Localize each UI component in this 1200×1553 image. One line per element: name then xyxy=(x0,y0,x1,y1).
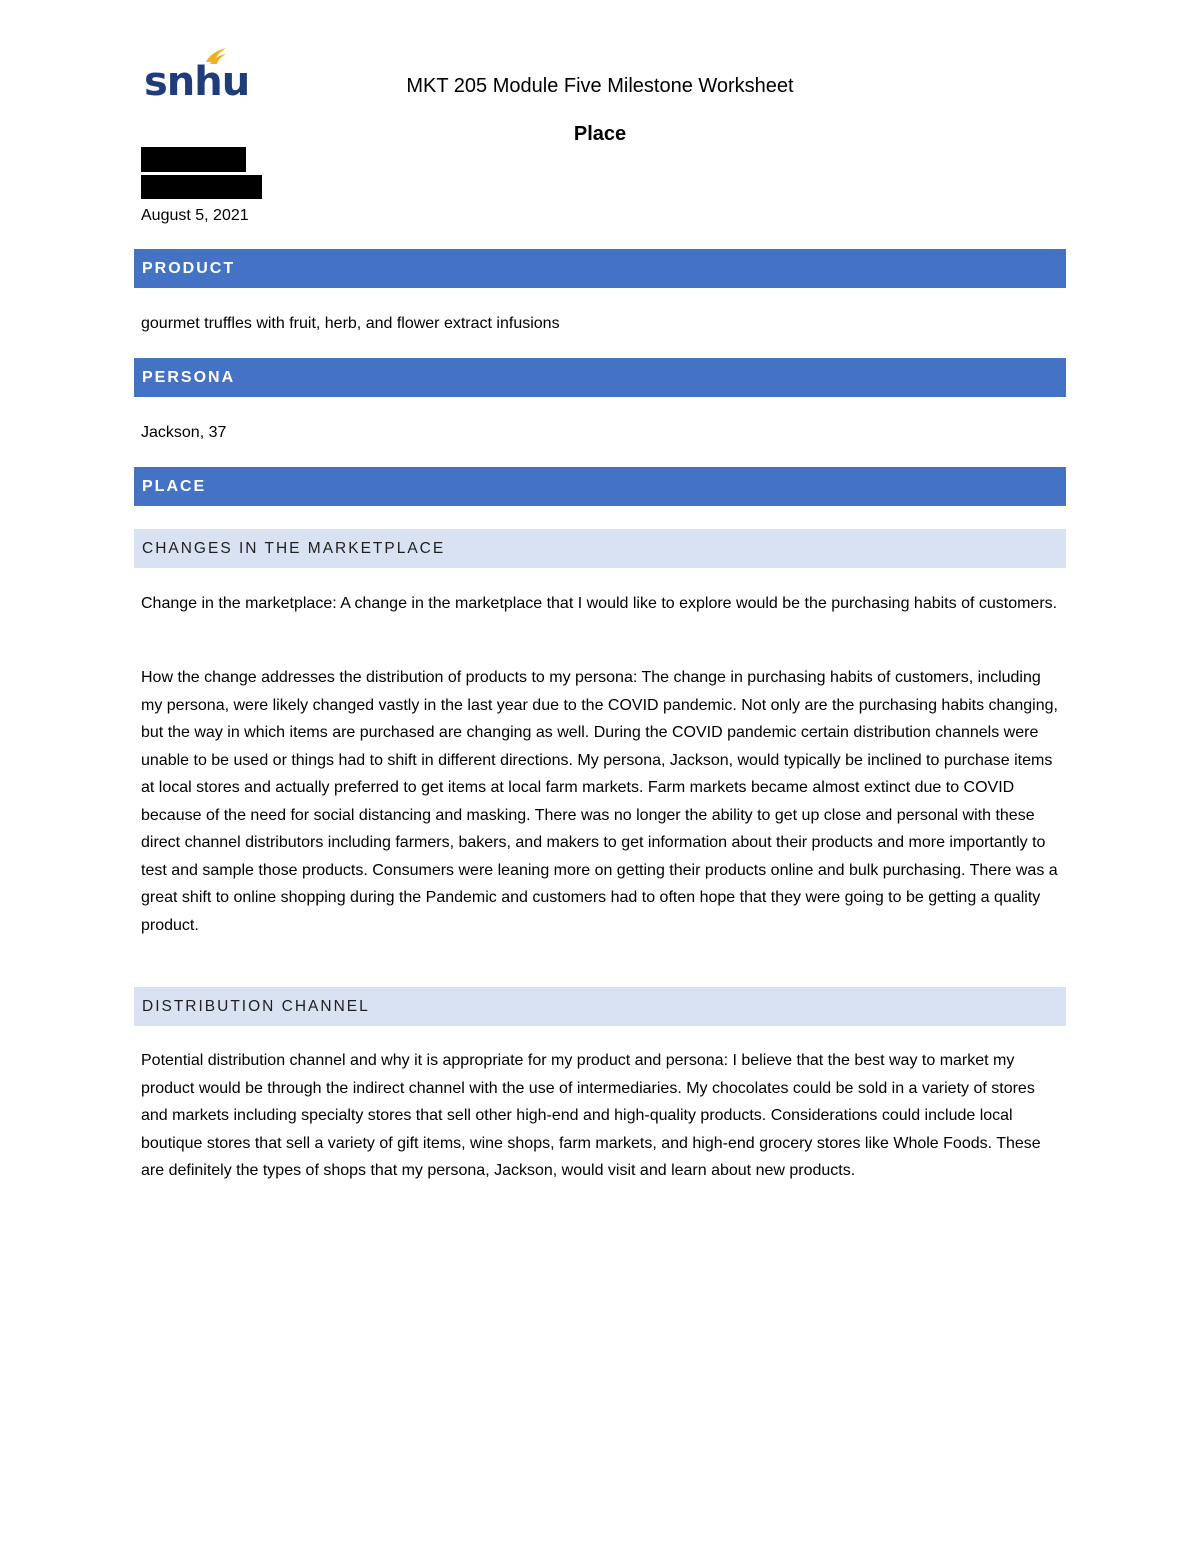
redacted-name xyxy=(141,147,246,172)
distribution-paragraph: Potential distribution channel and why it is appropriate for my product and persona: I believe that the best way to market my product would be through the indirect channel with the use of intermediaries. My chocolates could be sold in a variety of stores and markets including specialty stores that sell other high-end and high-quality products. Considerations could include local boutique stores that sell a variety of gift items, wine shops, farm markets, and high-end grocery stores like Whole Foods. These are definitely the types of shops that my persona, Jackson, would visit and learn about new products. xyxy=(141,1052,1041,1179)
product-description: gourmet truffles with fruit, herb, and flower extract infusions xyxy=(141,315,560,332)
subsection-heading-distribution: DISTRIBUTION CHANNEL xyxy=(134,987,1066,1026)
changes-paragraph-1: Change in the marketplace: A change in the marketplace that I would like to explore would be the purchasing habits of customers. xyxy=(141,595,1058,612)
subsection-heading-changes: CHANGES IN THE MARKETPLACE xyxy=(134,529,1066,568)
document-title: MKT 205 Module Five Milestone Worksheet xyxy=(406,75,794,97)
document-date: August 5, 2021 xyxy=(141,207,249,224)
section-heading-persona: PERSONA xyxy=(134,358,1066,397)
section-heading-place: PLACE xyxy=(134,467,1066,506)
persona-description: Jackson, 37 xyxy=(141,424,227,441)
changes-paragraph-2: How the change addresses the distribution of products to my persona: The change in purchasing habits of customers, including my persona, were likely changed vastly in the last year due to the COVID pandemic. Not only are the purchasing habits changing, but the way in which items are purchased are changing as well. During the COVID pandemic certain distribution channels were unable to be used or things had to shift in different directions. My persona, Jackson, would typically be inclined to purchase items at local stores and actually preferred to get items at local farm markets. Farm markets became almost extinct due to COVID because of the need for social distancing and masking. There was no longer the ability to get up close and personal with these direct channel distributors including farmers, bakers, and makers to get information about their products and more importantly to test and sample those products. Consumers were leaning more on getting their products online and bulk purchasing. There was a great shift to online shopping during the Pandemic and customers had to often hope that they were going to be getting a quality product. xyxy=(141,669,1058,934)
document-subtitle: Place xyxy=(573,123,627,145)
section-heading-product: PRODUCT xyxy=(134,249,1066,288)
redacted-course xyxy=(141,175,262,199)
logo-wordmark: snhu xyxy=(144,59,250,105)
